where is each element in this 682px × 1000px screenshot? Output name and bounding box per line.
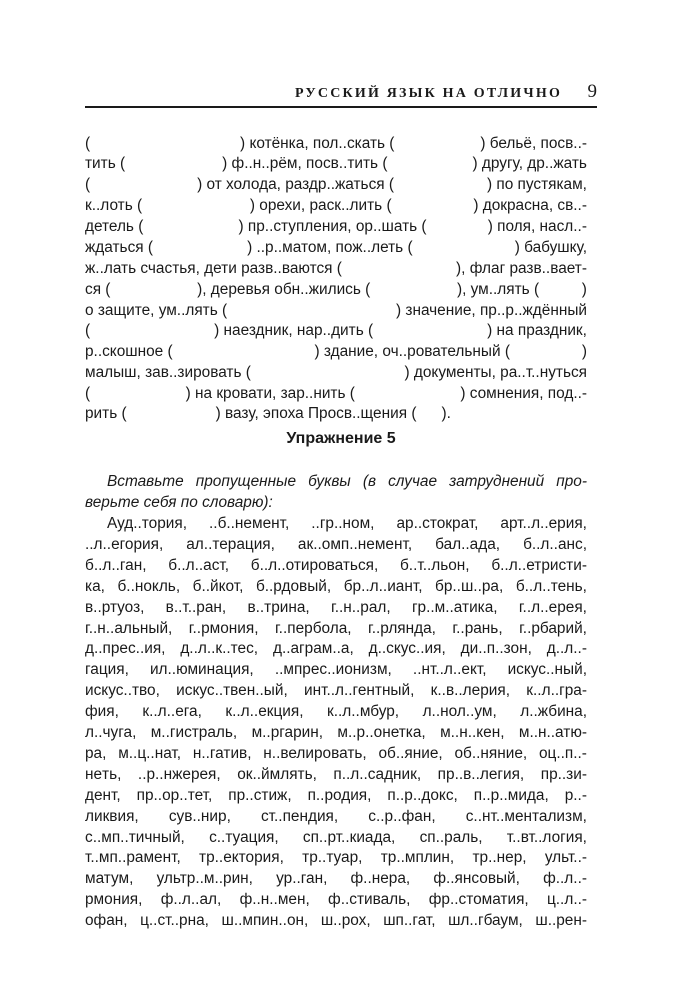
word-line	[85, 660, 587, 680]
answer-blank	[384, 280, 444, 300]
running-header	[85, 81, 597, 106]
word: п..р..мида,	[473, 786, 549, 804]
answer-blank	[150, 217, 232, 237]
word: б..нокль,	[117, 577, 181, 595]
word: ультр..м..рин,	[156, 870, 253, 888]
word-line	[85, 639, 587, 659]
answer-blank	[402, 154, 458, 174]
word: б..л..етристи-	[491, 556, 587, 574]
answer-blank	[140, 154, 208, 174]
text-segment: ) наездник, нар..дить (	[214, 322, 374, 339]
word: б..рдовый,	[255, 577, 332, 595]
word: искус..ный,	[507, 661, 587, 679]
answer-blank	[421, 404, 437, 424]
text-segment: (	[85, 385, 91, 402]
word: ок..ймлять,	[237, 765, 317, 783]
header-rule	[85, 106, 597, 108]
word: в..т..ран,	[165, 598, 227, 616]
instruction-line: верьте себя по словарю):	[85, 494, 273, 511]
word: ..нт..л..ект,	[412, 661, 487, 679]
word: м..р..онетка,	[337, 724, 426, 741]
word-line	[107, 514, 587, 534]
word: оц..п..-	[538, 744, 587, 762]
text-line	[85, 134, 587, 154]
answer-blank	[131, 404, 211, 424]
text-segment: ) докрасна, св..-	[473, 197, 587, 214]
word: к..л..гра-	[526, 682, 587, 700]
text-segment: ) котёнка, пол..скать (	[240, 135, 395, 152]
text-segment: (	[85, 322, 91, 339]
word: ..л..егория,	[85, 535, 164, 553]
word: т..мп..рамент,	[85, 849, 181, 867]
text-segment: ) поля, насл..-	[487, 218, 587, 235]
word: л..чуга,	[85, 724, 137, 741]
word-line	[85, 869, 587, 889]
word: фр..стоматия,	[428, 891, 529, 909]
text-segment: ) здание, оч..ровательный (	[314, 343, 510, 360]
instruction-line	[107, 472, 587, 492]
word: г..н..рал,	[330, 598, 391, 616]
word: ш..мпин..он,	[221, 912, 309, 930]
word: б..йкот,	[192, 577, 244, 595]
word-line	[85, 744, 587, 764]
word: пр..ор..тет,	[136, 786, 213, 804]
word-line	[85, 911, 587, 931]
word: м..гистраль,	[150, 724, 238, 741]
text-segment: (	[85, 176, 91, 193]
word-line	[85, 681, 587, 701]
word: к..л..ега,	[142, 703, 202, 721]
text-segment: ) пр..ступления, ор..шать (	[238, 218, 427, 235]
word: Ауд..тория,	[107, 515, 188, 532]
text-segment: (	[85, 135, 91, 152]
word: тр..нер,	[472, 849, 527, 867]
word: б..л..тень,	[515, 577, 587, 595]
text-line	[85, 363, 587, 383]
word: г..рбарий,	[519, 619, 587, 637]
word-line	[85, 535, 587, 555]
word: г..н..альный,	[85, 619, 173, 637]
answer-blank	[404, 196, 460, 216]
text-segment: ) другу, др..жать	[472, 155, 587, 172]
word: пр..в..легия,	[437, 765, 525, 783]
text-segment: детель (	[85, 218, 144, 235]
word: т..вт..логия,	[506, 828, 587, 846]
word: искус..твен..ый,	[176, 682, 288, 700]
word: ка,	[85, 577, 105, 595]
word-line	[85, 786, 587, 806]
word: н..велировать,	[263, 744, 367, 762]
word: м..н..кен,	[440, 724, 505, 741]
word: пропущенные	[195, 473, 297, 490]
text-segment: ), деревья обн..жились (	[197, 281, 371, 298]
text-segment: ) бабушку,	[514, 239, 587, 256]
word: гация,	[85, 661, 129, 679]
answer-blank	[117, 321, 187, 341]
text-segment: о защите, ум..лять (	[85, 302, 228, 319]
text-segment: ждаться (	[85, 239, 153, 256]
word: в..ртуоз,	[85, 598, 145, 616]
word: ф..нера,	[350, 870, 411, 888]
word: ф..л..-	[543, 870, 587, 888]
text-segment: )	[581, 343, 587, 360]
word: дент,	[85, 786, 121, 804]
answer-blank	[103, 384, 173, 404]
word: б..т..льон,	[399, 556, 470, 574]
word: Вставьте	[107, 473, 184, 490]
word-line	[85, 890, 587, 910]
text-segment: ся (	[85, 281, 111, 298]
word-line	[85, 723, 587, 743]
word: л..жбина,	[520, 703, 587, 721]
word: рмония,	[85, 891, 143, 909]
word: шп..гат,	[383, 912, 436, 930]
word: п..родия,	[307, 786, 372, 804]
word: ф..н..мен,	[239, 891, 310, 909]
answer-blank	[368, 384, 448, 404]
word: ..р..нжерея,	[137, 765, 221, 783]
word: с..нт..ментализм,	[465, 807, 587, 825]
word: тр..мплин,	[380, 849, 455, 867]
answer-blank	[169, 238, 231, 258]
answer-blank	[297, 363, 359, 383]
text-line	[85, 196, 587, 216]
word: ар..стократ,	[396, 515, 479, 532]
word: б..л..аст,	[168, 556, 230, 574]
word: буквы	[308, 473, 351, 490]
word: бр..л..иант,	[343, 577, 423, 595]
word: г..рмония,	[188, 619, 259, 637]
text-segment: ) по пустякам,	[486, 176, 587, 193]
word: ил..юминация,	[149, 661, 254, 679]
text-line	[85, 154, 587, 174]
word: об..яние,	[378, 744, 443, 762]
word-line	[85, 619, 587, 639]
word: к..л..мбур,	[327, 703, 400, 721]
word: с..мп..тичный,	[85, 828, 185, 846]
word-line	[85, 828, 587, 848]
answer-blank	[412, 175, 468, 195]
text-line	[85, 238, 587, 258]
word: м..н..атю-	[518, 724, 587, 741]
word-line	[85, 556, 587, 576]
word: случае	[388, 473, 438, 490]
word: про-	[556, 473, 587, 490]
word-line	[85, 598, 587, 618]
word: шл..гбаум,	[448, 912, 523, 930]
answer-blank	[209, 342, 279, 362]
word: с..р..фан,	[368, 807, 436, 825]
answer-blank	[552, 280, 568, 300]
answer-blank	[370, 259, 428, 279]
word: н..гатив,	[192, 744, 252, 762]
word: д..аграм..а,	[272, 640, 354, 658]
word: д..л..-	[546, 640, 587, 658]
word: инт..л..гентный,	[304, 682, 415, 700]
word: ..мпрес..ионизм,	[274, 661, 392, 679]
word: в..трина,	[247, 598, 310, 616]
text-segment: рить (	[85, 405, 127, 422]
exercise-title: Упражнение 5	[286, 430, 396, 447]
text-segment: ) сомнения, под..-	[460, 385, 587, 402]
word-line	[85, 765, 587, 785]
text-segment: ) бельё, посв..-	[480, 135, 587, 152]
text-segment: ) на кровати, зар..нить (	[185, 385, 355, 402]
word: об..няние,	[454, 744, 528, 762]
answer-blank	[400, 321, 460, 341]
text-segment: ), флаг разв..вает-	[456, 260, 587, 277]
page-number: 9	[587, 81, 597, 102]
word: г..пербола,	[274, 619, 352, 637]
word: ц..ст..рна,	[140, 912, 209, 930]
word: к..в..лерия,	[430, 682, 510, 700]
word: сп..рт..киада,	[302, 828, 396, 846]
text-segment: ) вазу, эпоха Просв..щения (	[215, 405, 417, 422]
word: пр..зи-	[540, 765, 587, 783]
word: м..ргарин,	[251, 724, 324, 741]
word: искус..тво,	[85, 682, 160, 700]
word: нeть,	[85, 765, 122, 783]
word: (в	[362, 473, 376, 490]
word: п..р..докс,	[387, 786, 458, 804]
answer-blank	[109, 175, 179, 195]
word: ф..л..ал,	[160, 891, 222, 909]
word: затруднений	[449, 473, 545, 490]
text-segment: к..лоть (	[85, 197, 143, 214]
word: б..л..ган,	[85, 556, 147, 574]
answer-blank	[155, 196, 237, 216]
word-line	[85, 807, 587, 827]
running-title: РУССКИЙ ЯЗЫК НА ОТЛИЧНО	[295, 86, 563, 101]
word: к..л..екция,	[225, 703, 304, 721]
word: ф..янсовый,	[433, 870, 520, 888]
text-line	[85, 321, 587, 341]
word: гр..м..атика,	[411, 598, 498, 616]
text-line	[85, 404, 587, 424]
word: фия,	[85, 703, 119, 721]
word: ст..пендия,	[260, 807, 339, 825]
text-segment: ) на праздник,	[487, 322, 587, 339]
word: д..скус..ия,	[368, 640, 446, 658]
word: б..л..отироваться,	[250, 556, 379, 574]
text-segment: ).	[441, 405, 451, 422]
text-segment: ) документы, ра..т..нуться	[404, 364, 587, 381]
text-line	[85, 259, 587, 279]
word: ц..л..-	[546, 891, 587, 909]
word: тр..ектория,	[199, 849, 284, 867]
text-line	[85, 384, 587, 404]
word: сув..нир,	[168, 807, 231, 825]
text-segment: тить (	[85, 155, 126, 172]
word: п..л..садник,	[333, 765, 422, 783]
word: бал..ада,	[435, 535, 501, 553]
word: б..л..анс,	[523, 535, 587, 553]
word: ш..рох,	[320, 912, 371, 930]
word: г..рлянда,	[368, 619, 436, 637]
text-line	[85, 301, 587, 321]
text-segment: ), ум..лять (	[456, 281, 540, 298]
text-line	[85, 217, 587, 237]
word: ликвия,	[85, 807, 139, 825]
text-segment: р..скошное (	[85, 343, 173, 360]
word: р..-	[564, 786, 587, 804]
word: м..ц..нат,	[118, 744, 182, 762]
word: ал..терация,	[186, 535, 275, 553]
text-line	[85, 175, 587, 195]
word: сп..раль,	[419, 828, 483, 846]
text-segment: ) ф..н..рём, посв..тить (	[222, 155, 388, 172]
text-segment: малыш, зав..зировать (	[85, 364, 251, 381]
text-segment: ) ..р..матом, пож..леть (	[247, 239, 413, 256]
answer-blank	[124, 280, 184, 300]
word: бр..ш..ра,	[435, 577, 504, 595]
word: офан,	[85, 912, 128, 930]
word: ф..стиваль,	[328, 891, 411, 909]
word: г..л..ерея,	[518, 598, 587, 616]
text-line	[85, 342, 587, 362]
answer-blank	[257, 301, 367, 321]
word-line	[85, 702, 587, 722]
word: ш..рен-	[535, 912, 587, 930]
word: г..рань,	[452, 619, 503, 637]
word: ..б..немент,	[209, 515, 290, 532]
word: ..гр..ном,	[311, 515, 375, 532]
text-segment: ) орехи, раск..лить (	[249, 197, 392, 214]
word-line	[85, 848, 587, 868]
text-segment: ) от холода, раздр..жаться (	[197, 176, 395, 193]
word: ур..ган,	[276, 870, 328, 888]
word: арт..л..ерия,	[500, 515, 587, 532]
answer-blank	[429, 238, 499, 258]
answer-blank	[105, 134, 225, 154]
word: тр..туар,	[302, 849, 363, 867]
text-segment: ж..лать счастья, дети разв..ваются (	[85, 260, 342, 277]
text-line	[85, 280, 587, 300]
word: пр..стиж,	[228, 786, 292, 804]
answer-blank	[409, 134, 465, 154]
word: д..прес..ия,	[85, 640, 166, 658]
word: матум,	[85, 870, 134, 888]
word: ди..п..зон,	[460, 640, 532, 658]
word: с..туация,	[209, 828, 279, 846]
text-segment: )	[581, 281, 587, 298]
word-line	[85, 577, 587, 597]
word: ак..омп..немент,	[297, 535, 413, 553]
word: ра,	[85, 744, 107, 762]
answer-blank	[433, 217, 481, 237]
word: л..нол..ум,	[422, 703, 497, 721]
text-segment: ) значение, пр..р..ждённый	[395, 302, 587, 319]
word: ульт..-	[544, 849, 587, 867]
word: д..л..к..тес,	[180, 640, 259, 658]
